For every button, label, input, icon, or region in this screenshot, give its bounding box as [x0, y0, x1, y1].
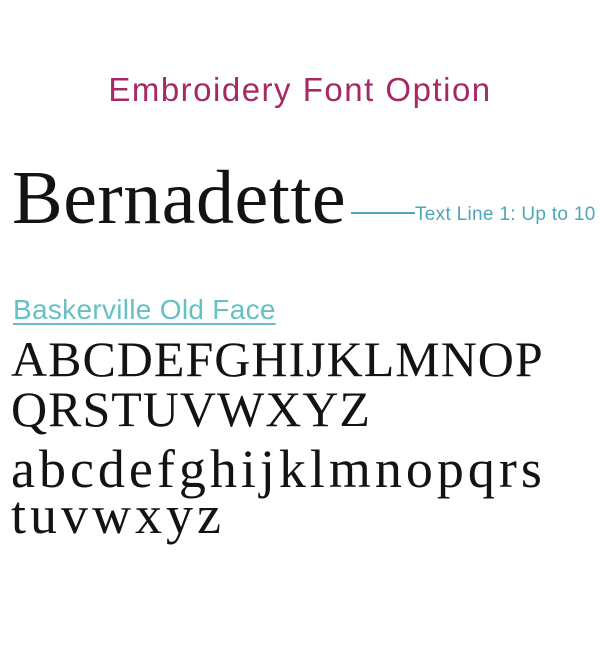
lowercase-alphabet [11, 439, 600, 546]
font-name-link[interactable]: Baskerville Old Face [13, 294, 276, 326]
lowercase-line-2: tuvwxyz [11, 485, 225, 546]
font-sample-row [12, 156, 600, 241]
lowercase-line-1: abcdefghijklmnopqrs [11, 439, 546, 500]
uppercase-alphabet [11, 331, 600, 438]
leader-line [351, 212, 415, 214]
uppercase-line-1: ABCDEFGHIJKLMNOP [11, 331, 544, 388]
page-title: Embroidery Font Option [108, 71, 492, 108]
embroidery-font-option-panel [0, 72, 600, 672]
text-line-annotation: Text Line 1: Up to 10 [415, 204, 596, 226]
font-sample-text: Bernadette [12, 156, 347, 241]
uppercase-line-2: QRSTUVWXYZ [11, 381, 371, 438]
